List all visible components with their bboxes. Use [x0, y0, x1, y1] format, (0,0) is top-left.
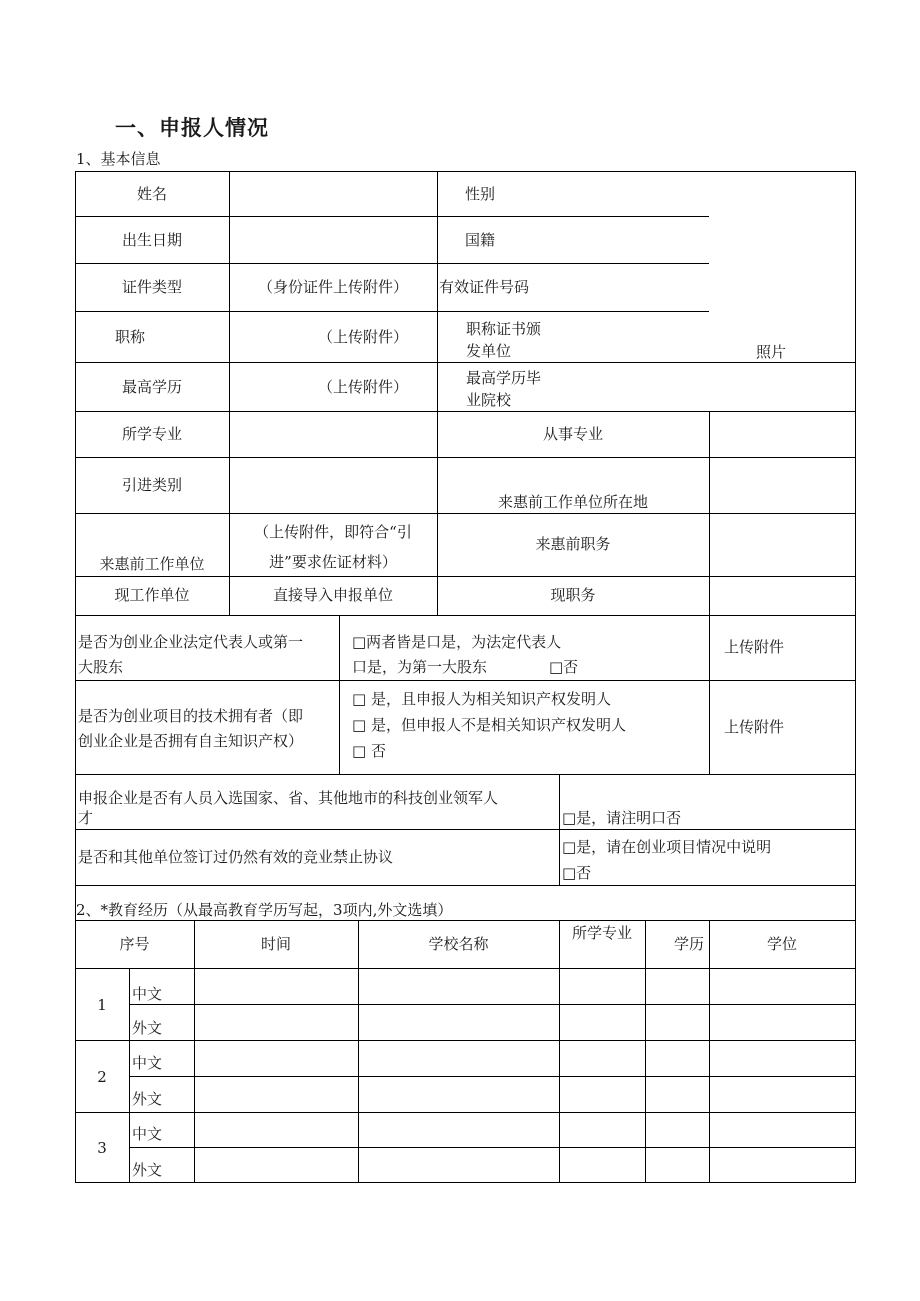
tech-option-no[interactable]: □ 否 — [352, 742, 386, 760]
id-upload-note: （身份证件上传附件） — [257, 278, 408, 296]
label-school-line2: 业院校 — [466, 391, 512, 409]
label-intro-type: 引进类别 — [121, 476, 182, 494]
legal-question-line2: 大股东 — [78, 658, 124, 676]
current-unit-value: 直接导入申报单位 — [272, 586, 393, 604]
label-education: 最高学历 — [121, 378, 182, 396]
prev-upload-note-line2: 进”要求佐证材料） — [269, 553, 397, 571]
label-nationality: 国籍 — [465, 231, 496, 249]
label-birth-date: 出生日期 — [121, 231, 182, 249]
tech-upload-label[interactable]: 上传附件 — [723, 718, 784, 736]
label-prev-position: 来惠前职务 — [535, 535, 611, 553]
label-id-number: 有效证件号码 — [439, 278, 530, 296]
edu-row-1-chinese: 中文 — [132, 985, 163, 1003]
edu-row-3-no: 3 — [97, 1139, 107, 1157]
edu-row-2-chinese: 中文 — [132, 1054, 163, 1072]
label-id-type: 证件类型 — [121, 278, 182, 296]
label-major: 所学专业 — [121, 425, 182, 443]
edu-header-no: 序号 — [119, 935, 150, 953]
edu-row-2-no: 2 — [97, 1068, 107, 1086]
edu-header-degree: 学位 — [766, 935, 797, 953]
noncompete-option-no[interactable]: □否 — [562, 864, 592, 882]
tech-question-line2: 创业企业是否拥有自主知识产权） — [78, 732, 304, 750]
photo-label: 照片 — [756, 343, 787, 361]
label-school-line1: 最高学历毕 — [466, 369, 542, 387]
section-education-title: 2、*教育经历（从最高教育学历写起，3项内,外文选填） — [76, 901, 453, 919]
label-current-major: 从事专业 — [542, 425, 603, 443]
page-title: 一、申报人情况 — [115, 116, 269, 140]
label-title-issuer-line2: 发单位 — [466, 342, 512, 360]
label-name: 姓名 — [136, 185, 167, 203]
tech-question-line1: 是否为创业项目的技术拥有者（即 — [78, 707, 304, 725]
legal-option-both[interactable]: □两者皆是口是，为法定代表人 — [352, 633, 562, 651]
tech-option-not-inventor[interactable]: □ 是，但申报人不是相关知识产权发明人 — [352, 716, 626, 734]
prev-upload-note-line1: （上传附件，即符合“引 — [254, 523, 412, 541]
label-title-issuer-line1: 职称证书颁 — [466, 320, 542, 338]
leader-question-line2: 才 — [78, 809, 94, 827]
leader-question-line1: 申报企业是否有人员入选国家、省、其他地市的科技创业领军人 — [78, 789, 499, 807]
edu-row-2-foreign: 外文 — [132, 1090, 163, 1108]
label-current-unit: 现工作单位 — [114, 586, 190, 604]
label-gender: 性别 — [465, 185, 496, 203]
legal-upload-label[interactable]: 上传附件 — [723, 638, 784, 656]
label-prev-unit: 来惠前工作单位 — [99, 555, 205, 573]
edu-header-time: 时间 — [260, 935, 291, 953]
noncompete-question: 是否和其他单位签订过仍然有效的竞业禁止协议 — [78, 848, 394, 866]
legal-option-shareholder[interactable]: 口是，为第一大股东 — [352, 658, 488, 676]
title-upload-note: （上传附件） — [318, 328, 409, 346]
edu-header-degree-level: 学历 — [674, 935, 705, 953]
edu-row-1-no: 1 — [97, 996, 107, 1014]
label-title: 职称 — [114, 328, 145, 346]
edu-header-school: 学校名称 — [428, 935, 489, 953]
edu-row-1-foreign: 外文 — [132, 1019, 163, 1037]
edu-row-3-foreign: 外文 — [132, 1161, 163, 1179]
label-current-position: 现职务 — [550, 586, 596, 604]
noncompete-option-yes[interactable]: □是，请在创业项目情况中说明 — [562, 838, 772, 856]
label-prev-location: 来惠前工作单位所在地 — [497, 493, 648, 511]
leader-answer-options[interactable]: □是，请注明口否 — [562, 809, 682, 827]
edu-row-3-chinese: 中文 — [132, 1125, 163, 1143]
tech-option-inventor[interactable]: □ 是，且申报人为相关知识产权发明人 — [352, 690, 611, 708]
legal-question-line1: 是否为创业企业法定代表人或第一 — [78, 633, 304, 651]
section-basic-info-title: 1、基本信息 — [76, 150, 161, 168]
education-upload-note: （上传附件） — [318, 378, 409, 396]
legal-option-no[interactable]: □否 — [549, 658, 579, 676]
edu-header-major: 所学专业 — [571, 924, 632, 942]
